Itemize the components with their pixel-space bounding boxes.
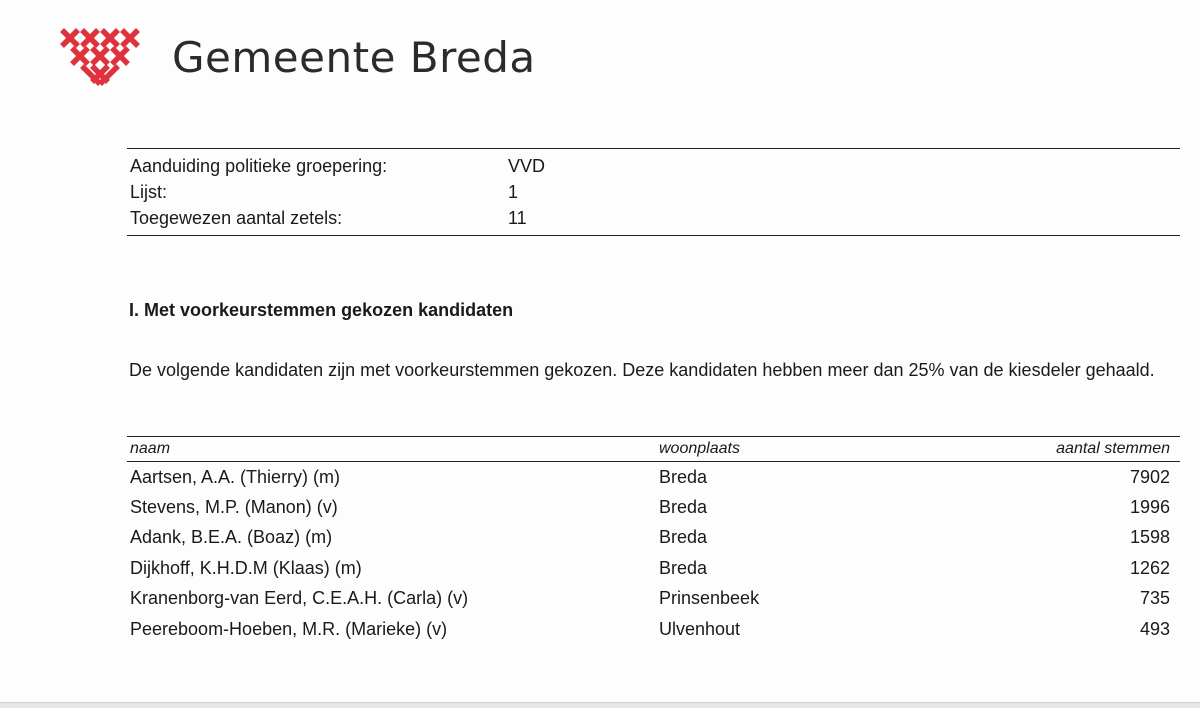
candidate-name: Stevens, M.P. (Manon) (v) (130, 497, 338, 518)
candidate-name: Kranenborg-van Eerd, C.E.A.H. (Carla) (v) (130, 588, 469, 609)
candidate-name: Adank, B.E.A. (Boaz) (m) (130, 527, 333, 548)
party-info-value: VVD (508, 155, 546, 176)
candidate-name: Aartsen, A.A. (Thierry) (m) (130, 466, 341, 487)
candidate-name: Dijkhoff, K.H.D.M (Klaas) (m) (130, 557, 362, 578)
candidate-city: Prinsenbeek (659, 588, 760, 609)
party-info-value: 1 (508, 181, 519, 202)
gemeente-breda-logo-icon (58, 26, 142, 88)
table-row (127, 614, 1180, 644)
candidate-city: Breda (659, 557, 708, 578)
candidate-name: Peereboom-Hoeben, M.R. (Marieke) (v) (130, 618, 448, 639)
candidate-votes: 493 (1139, 618, 1170, 639)
party-info-label: Aanduiding politieke groepering: (130, 155, 388, 176)
section-title: I. Met voorkeurstemmen gekozen kandidaten (129, 300, 514, 320)
page-header (58, 24, 536, 90)
party-info-row (127, 179, 1180, 205)
party-info-row (127, 205, 1180, 231)
table-row (127, 492, 1180, 522)
table-header-row (127, 436, 1180, 462)
section-intro: De volgende kandidaten zijn met voorkeurstemmen gekozen. Deze kandidaten hebben meer dan 25% van de kiesdeler gehaald. (129, 360, 1155, 380)
candidate-city: Ulvenhout (659, 618, 741, 639)
party-info-block (127, 148, 1180, 236)
candidate-votes: 1598 (1129, 527, 1170, 548)
table-row (127, 523, 1180, 553)
column-header-city: woonplaats (659, 440, 740, 457)
candidate-votes: 7902 (1129, 466, 1170, 487)
table-row (127, 462, 1180, 492)
candidate-votes: 735 (1139, 588, 1170, 609)
column-header-votes: aantal stemmen (1056, 440, 1170, 457)
party-info-row (127, 153, 1180, 179)
brand-title: Gemeente Breda (172, 32, 536, 82)
candidate-votes: 1996 (1129, 497, 1170, 518)
candidate-city: Breda (659, 497, 708, 518)
party-info-label: Lijst: (130, 181, 168, 202)
party-info-label: Toegewezen aantal zetels: (130, 207, 343, 228)
table-row (127, 553, 1180, 583)
candidate-city: Breda (659, 527, 708, 548)
candidates-table (127, 436, 1180, 644)
candidate-city: Breda (659, 466, 708, 487)
table-row (127, 584, 1180, 614)
column-header-name: naam (130, 440, 171, 457)
page-bottom-edge (0, 702, 1200, 708)
candidate-votes: 1262 (1129, 557, 1170, 578)
party-info-value: 11 (508, 207, 527, 228)
